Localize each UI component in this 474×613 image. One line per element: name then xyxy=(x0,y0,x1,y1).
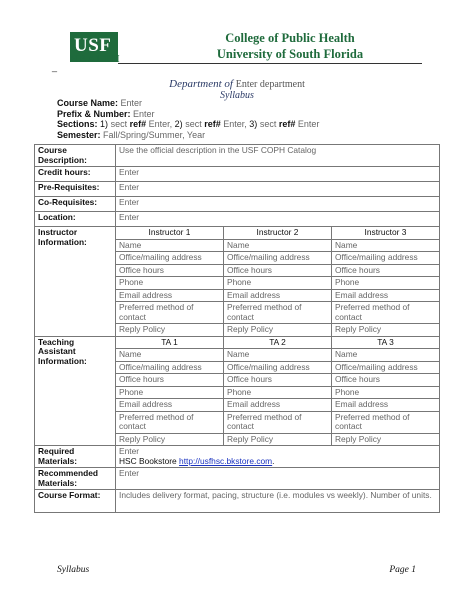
phone-field[interactable]: Phone xyxy=(224,277,332,290)
credit-label: Credit hours: xyxy=(35,167,116,182)
preferred-contact-field[interactable]: Preferred method of contact xyxy=(332,302,440,324)
phone-field[interactable]: Phone xyxy=(332,386,440,399)
sections-value[interactable]: Enter xyxy=(297,119,320,129)
office-hours-field[interactable]: Office hours xyxy=(116,264,224,277)
sections-sect: sect xyxy=(185,119,202,129)
table-row xyxy=(35,167,440,182)
dept-label: Department of xyxy=(169,78,233,90)
reply-policy-field[interactable]: Reply Policy xyxy=(332,324,440,337)
email-field[interactable]: Email address xyxy=(116,399,224,412)
recommended-label: Recommended Materials: xyxy=(35,468,116,490)
semester-value[interactable]: Fall/Spring/Summer xyxy=(103,129,183,140)
instructor-3-header: Instructor 3 xyxy=(332,227,440,240)
footer-left: Syllabus xyxy=(57,565,90,575)
office-address-field[interactable]: Office/mailing address xyxy=(224,252,332,265)
subtitle: Syllabus xyxy=(220,90,254,101)
ta-1-header: TA 1 xyxy=(116,336,224,349)
sections-num: 3) xyxy=(249,119,258,129)
table-row xyxy=(35,145,440,167)
course-desc-value[interactable]: Use the official description in the USF COPH Catalog xyxy=(116,145,440,167)
reply-policy-field[interactable]: Reply Policy xyxy=(116,324,224,337)
table-row xyxy=(35,336,440,349)
prereq-value[interactable]: Enter xyxy=(116,182,440,197)
table-row xyxy=(35,212,440,227)
table-row xyxy=(35,490,440,513)
college-title xyxy=(205,30,375,62)
sections-ref: ref# xyxy=(129,119,147,129)
office-hours-field[interactable]: Office hours xyxy=(224,264,332,277)
year-value[interactable]: , Year xyxy=(182,129,206,140)
sections-num: 1) xyxy=(100,119,109,129)
office-address-field[interactable]: Office/mailing address xyxy=(116,252,224,265)
phone-field[interactable]: Phone xyxy=(116,277,224,290)
coreq-label: Co-Requisites: xyxy=(35,197,116,212)
office-address-field[interactable]: Office/mailing address xyxy=(116,361,224,374)
name-field[interactable]: Name xyxy=(332,349,440,362)
sections-ref: ref# xyxy=(204,119,221,129)
table-row xyxy=(35,468,440,490)
office-hours-field[interactable]: Office hours xyxy=(332,264,440,277)
bookstore-line xyxy=(119,457,436,467)
syllabus-table xyxy=(34,144,440,513)
preferred-contact-field[interactable]: Preferred method of contact xyxy=(224,302,332,324)
preferred-contact-field[interactable]: Preferred method of contact xyxy=(116,411,224,433)
bookstore-link[interactable]: http://usfhsc.bkstore.com xyxy=(179,455,273,466)
instructor-1-header: Instructor 1 xyxy=(116,227,224,240)
sections-sect: sect xyxy=(259,119,277,129)
course-name-value[interactable]: Enter xyxy=(120,98,143,108)
phone-field[interactable]: Phone xyxy=(224,386,332,399)
prefix-label: Prefix & Number: xyxy=(57,108,131,119)
bookstore-end: . xyxy=(272,455,275,466)
department-line xyxy=(0,78,474,90)
logo-text: USF xyxy=(74,35,112,56)
table-row xyxy=(35,446,440,468)
prefix-value[interactable]: Enter xyxy=(133,108,155,119)
ta-2-header: TA 2 xyxy=(224,336,332,349)
course-name-label: Course Name: xyxy=(57,98,119,108)
reply-policy-field[interactable]: Reply Policy xyxy=(116,433,224,446)
reply-policy-field[interactable]: Reply Policy xyxy=(332,433,440,446)
logo-health: HEALTH xyxy=(70,54,121,65)
phone-field[interactable]: Phone xyxy=(116,386,224,399)
materials-value[interactable]: Enter xyxy=(119,446,140,456)
preferred-contact-field[interactable]: Preferred method of contact xyxy=(332,411,440,433)
coreq-value[interactable]: Enter xyxy=(116,197,440,212)
course-meta xyxy=(57,98,319,140)
table-row xyxy=(35,197,440,212)
email-field[interactable]: Email address xyxy=(224,289,332,302)
college-line1: College of Public Health xyxy=(225,31,355,45)
table-row xyxy=(35,227,440,240)
sections-value[interactable]: Enter, xyxy=(223,119,247,129)
college-line2: University of South Florida xyxy=(216,47,364,61)
sections-ref: ref# xyxy=(278,119,296,129)
header-rule xyxy=(118,63,422,64)
materials-label: Required Materials: xyxy=(35,446,116,468)
name-field[interactable]: Name xyxy=(332,239,440,252)
office-hours-field[interactable]: Office hours xyxy=(224,374,332,387)
preferred-contact-field[interactable]: Preferred method of contact xyxy=(116,302,224,324)
name-field[interactable]: Name xyxy=(116,239,224,252)
name-field[interactable]: Name xyxy=(224,239,332,252)
office-hours-field[interactable]: Office hours xyxy=(332,374,440,387)
semester-label: Semester: xyxy=(57,129,101,140)
footer-page-number: Page 1 xyxy=(389,565,416,575)
dept-value[interactable]: Enter department xyxy=(235,79,305,90)
recommended-value[interactable]: Enter xyxy=(116,468,440,490)
ta-label: Teaching Assistant Information: xyxy=(35,336,116,446)
reply-policy-field[interactable]: Reply Policy xyxy=(224,433,332,446)
name-field[interactable]: Name xyxy=(116,349,224,362)
email-field[interactable]: Email address xyxy=(224,399,332,412)
instructor-label: Instructor Information: xyxy=(35,227,116,337)
format-value[interactable]: Includes delivery format, pacing, structure (i.e. modules vs weekly). Number of units. xyxy=(116,490,440,513)
office-address-field[interactable]: Office/mailing address xyxy=(224,361,332,374)
credit-value[interactable]: Enter xyxy=(116,167,440,182)
email-field[interactable]: Email address xyxy=(116,289,224,302)
sections-label: Sections: xyxy=(57,119,98,129)
preferred-contact-field[interactable]: Preferred method of contact xyxy=(224,411,332,433)
office-address-field[interactable]: Office/mailing address xyxy=(332,361,440,374)
name-field[interactable]: Name xyxy=(224,349,332,362)
course-desc-label: Course Description: xyxy=(35,145,116,167)
ta-3-header: TA 3 xyxy=(332,336,440,349)
sections-value[interactable]: Enter, xyxy=(148,119,173,129)
location-label: Location: xyxy=(35,212,116,227)
prereq-label: Pre-Requisites: xyxy=(35,182,116,197)
location-value[interactable]: Enter xyxy=(116,212,440,227)
office-address-field[interactable]: Office/mailing address xyxy=(332,252,440,265)
instructor-2-header: Instructor 2 xyxy=(224,227,332,240)
format-label: Course Format: xyxy=(35,490,116,513)
email-field[interactable]: Email address xyxy=(332,289,440,302)
phone-field[interactable]: Phone xyxy=(332,277,440,290)
sections-num: 2) xyxy=(174,119,183,129)
sections-sect: sect xyxy=(110,119,128,129)
header-dash: _ xyxy=(52,62,58,72)
table-row xyxy=(35,182,440,197)
materials-cell xyxy=(116,446,440,468)
email-field[interactable]: Email address xyxy=(332,399,440,412)
office-hours-field[interactable]: Office hours xyxy=(116,374,224,387)
bookstore-text: HSC Bookstore xyxy=(119,455,177,466)
reply-policy-field[interactable]: Reply Policy xyxy=(224,324,332,337)
